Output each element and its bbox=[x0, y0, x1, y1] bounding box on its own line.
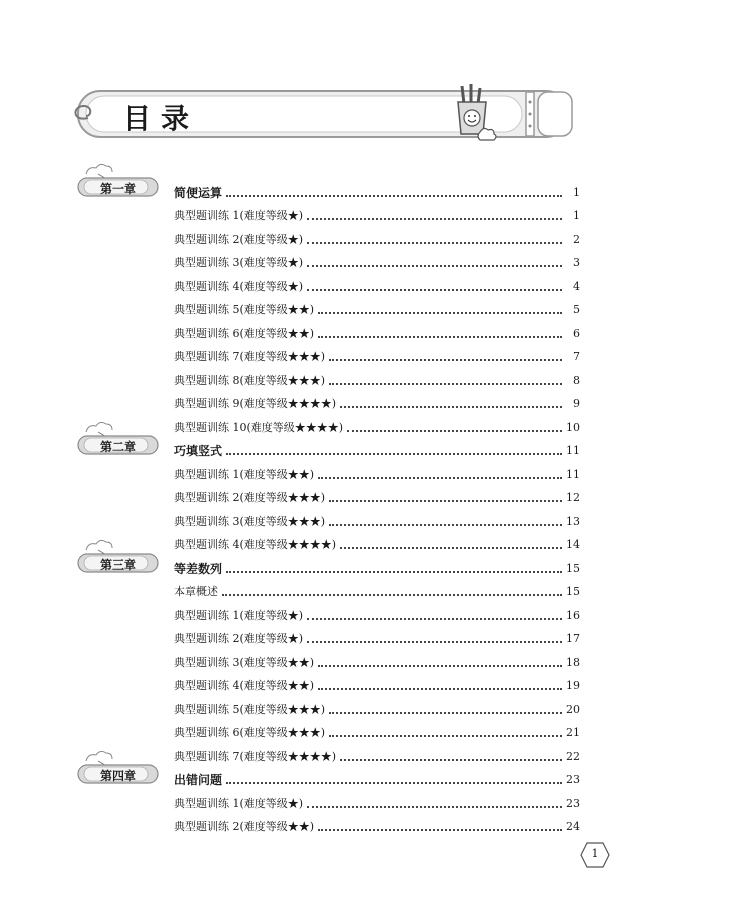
page-number: 12 bbox=[566, 491, 580, 504]
dot-leader bbox=[318, 477, 562, 479]
dot-leader bbox=[329, 383, 562, 385]
page-number: 14 bbox=[566, 538, 580, 551]
toc-item[interactable] bbox=[174, 693, 580, 717]
dot-leader bbox=[226, 571, 562, 573]
page-number: 18 bbox=[566, 655, 580, 669]
chapter-title: 简便运算 bbox=[174, 185, 223, 200]
toc-item[interactable] bbox=[174, 529, 580, 553]
toc-item[interactable] bbox=[174, 787, 580, 811]
page-number: 16 bbox=[566, 608, 580, 622]
chapter-tag-4 bbox=[76, 751, 160, 789]
page-number: 8 bbox=[573, 373, 580, 387]
page-number: 2 bbox=[573, 232, 580, 246]
chapter-tag-3 bbox=[76, 540, 160, 578]
page-number-value: 1 bbox=[591, 847, 599, 860]
toc-item[interactable] bbox=[174, 200, 580, 224]
page-number: 1 bbox=[573, 209, 580, 222]
toc-item[interactable] bbox=[174, 317, 580, 341]
dot-leader bbox=[329, 359, 562, 361]
dot-leader bbox=[347, 430, 562, 432]
dot-leader bbox=[340, 406, 562, 408]
toc-item-label: 典型题训练 10(难度等级★★★★) bbox=[174, 420, 344, 434]
toc-item[interactable] bbox=[174, 388, 580, 412]
dot-leader bbox=[329, 712, 562, 714]
page-number: 11 bbox=[566, 467, 580, 481]
toc-item[interactable] bbox=[174, 717, 580, 741]
toc-item-label: 典型题训练 4(难度等级★) bbox=[174, 279, 304, 293]
page-number: 11 bbox=[566, 444, 580, 457]
dot-leader bbox=[307, 618, 562, 620]
page-number: 23 bbox=[566, 773, 580, 786]
dot-leader bbox=[318, 665, 562, 667]
toc-item-label: 典型题训练 2(难度等级★) bbox=[174, 232, 304, 246]
toc-item[interactable] bbox=[174, 740, 580, 764]
dot-leader bbox=[318, 688, 562, 690]
page-number: 7 bbox=[573, 350, 580, 363]
table-of-contents bbox=[174, 176, 580, 834]
dot-leader bbox=[318, 336, 562, 338]
page-number: 24 bbox=[566, 820, 580, 833]
dot-leader bbox=[329, 735, 562, 737]
toc-item-label: 典型题训练 2(难度等级★) bbox=[174, 632, 304, 645]
page-number-badge bbox=[580, 841, 610, 869]
dot-leader bbox=[307, 806, 562, 808]
toc-chapter-row[interactable] bbox=[174, 435, 580, 459]
page-number: 19 bbox=[566, 679, 580, 692]
dot-leader bbox=[329, 524, 562, 526]
page-number: 22 bbox=[566, 749, 580, 763]
dot-leader bbox=[226, 195, 562, 197]
page-number: 3 bbox=[573, 256, 580, 269]
page-number: 20 bbox=[566, 702, 580, 716]
page-number: 21 bbox=[566, 726, 580, 739]
toc-item-label: 典型题训练 6(难度等级★★★) bbox=[174, 726, 326, 739]
page-number: 17 bbox=[566, 632, 580, 645]
toc-item-label: 典型题训练 1(难度等级★) bbox=[174, 796, 304, 810]
chapter-title: 等差数列 bbox=[174, 561, 223, 576]
dot-leader bbox=[307, 218, 562, 220]
toc-item-label: 典型题训练 4(难度等级★★) bbox=[174, 679, 315, 692]
toc-item-label: 典型题训练 3(难度等级★★★) bbox=[174, 514, 326, 528]
toc-item[interactable] bbox=[174, 223, 580, 247]
toc-item-label: 典型题训练 1(难度等级★) bbox=[174, 209, 304, 222]
dot-leader bbox=[318, 312, 562, 314]
dot-leader bbox=[226, 453, 562, 455]
chapter-tag-2 bbox=[76, 422, 160, 460]
toc-chapter-row[interactable] bbox=[174, 552, 580, 576]
pencil-cup-icon bbox=[450, 82, 500, 142]
toc-item[interactable] bbox=[174, 294, 580, 318]
page-number: 15 bbox=[566, 585, 580, 598]
toc-item-label: 典型题训练 2(难度等级★★★) bbox=[174, 491, 326, 504]
page-number: 9 bbox=[573, 397, 580, 410]
toc-item-label: 典型题训练 8(难度等级★★★) bbox=[174, 373, 326, 387]
dot-leader bbox=[329, 500, 562, 502]
toc-item[interactable] bbox=[174, 599, 580, 623]
toc-item[interactable] bbox=[174, 505, 580, 529]
dot-leader bbox=[307, 289, 562, 291]
dot-leader bbox=[307, 641, 562, 643]
toc-item[interactable] bbox=[174, 482, 580, 506]
toc-item-label: 典型题训练 9(难度等级★★★★) bbox=[174, 397, 337, 410]
chapter-title: 出错问题 bbox=[174, 773, 223, 787]
toc-item[interactable] bbox=[174, 623, 580, 647]
page-number: 23 bbox=[566, 796, 580, 810]
chapter-tag-label: 第一章 bbox=[99, 182, 136, 196]
dot-leader bbox=[226, 782, 562, 784]
toc-item-label: 典型题训练 1(难度等级★) bbox=[174, 608, 304, 622]
toc-item-label: 本章概述 bbox=[174, 585, 218, 598]
dot-leader bbox=[307, 265, 562, 267]
toc-chapter-row[interactable] bbox=[174, 764, 580, 788]
toc-chapter-row[interactable] bbox=[174, 176, 580, 200]
toc-item[interactable] bbox=[174, 646, 580, 670]
toc-item-label: 典型题训练 4(难度等级★★★★) bbox=[174, 538, 337, 551]
chapter-title: 巧填竖式 bbox=[174, 444, 223, 458]
toc-item-label: 典型题训练 7(难度等级★★★) bbox=[174, 350, 326, 363]
toc-item[interactable] bbox=[174, 670, 580, 694]
page-number: 13 bbox=[566, 514, 580, 528]
chapter-tag-label: 第二章 bbox=[99, 440, 136, 454]
toc-item-label: 典型题训练 2(难度等级★★) bbox=[174, 820, 315, 833]
toc-item[interactable] bbox=[174, 458, 580, 482]
page-number: 15 bbox=[566, 561, 580, 575]
toc-item[interactable] bbox=[174, 341, 580, 365]
page-number: 1 bbox=[573, 185, 580, 199]
dot-leader bbox=[318, 829, 562, 831]
toc-item[interactable] bbox=[174, 270, 580, 294]
toc-item-label: 典型题训练 7(难度等级★★★★) bbox=[174, 749, 337, 763]
toc-item[interactable] bbox=[174, 364, 580, 388]
page-number: 10 bbox=[566, 420, 580, 434]
page-title: 目录 bbox=[123, 102, 200, 135]
dot-leader bbox=[340, 547, 562, 549]
page-number: 6 bbox=[573, 326, 580, 340]
toc-item[interactable] bbox=[174, 811, 580, 835]
toc-item[interactable] bbox=[174, 576, 580, 600]
chapter-tag-label: 第四章 bbox=[99, 769, 136, 783]
page-number: 4 bbox=[573, 279, 580, 293]
toc-item-label: 典型题训练 3(难度等级★) bbox=[174, 256, 304, 269]
toc-item-label: 典型题训练 6(难度等级★★) bbox=[174, 326, 315, 340]
dot-leader bbox=[340, 759, 562, 761]
dot-leader bbox=[222, 594, 562, 596]
dot-leader bbox=[307, 242, 562, 244]
toc-item[interactable] bbox=[174, 247, 580, 271]
toc-item-label: 典型题训练 1(难度等级★★) bbox=[174, 467, 315, 481]
chapter-tag-label: 第三章 bbox=[99, 558, 136, 572]
toc-item-label: 典型题训练 3(难度等级★★) bbox=[174, 655, 315, 669]
toc-item-label: 典型题训练 5(难度等级★★★) bbox=[174, 702, 326, 716]
chapter-tag-1 bbox=[76, 164, 160, 202]
page-number: 5 bbox=[573, 303, 580, 316]
toc-item[interactable] bbox=[174, 411, 580, 435]
toc-item-label: 典型题训练 5(难度等级★★) bbox=[174, 303, 315, 316]
